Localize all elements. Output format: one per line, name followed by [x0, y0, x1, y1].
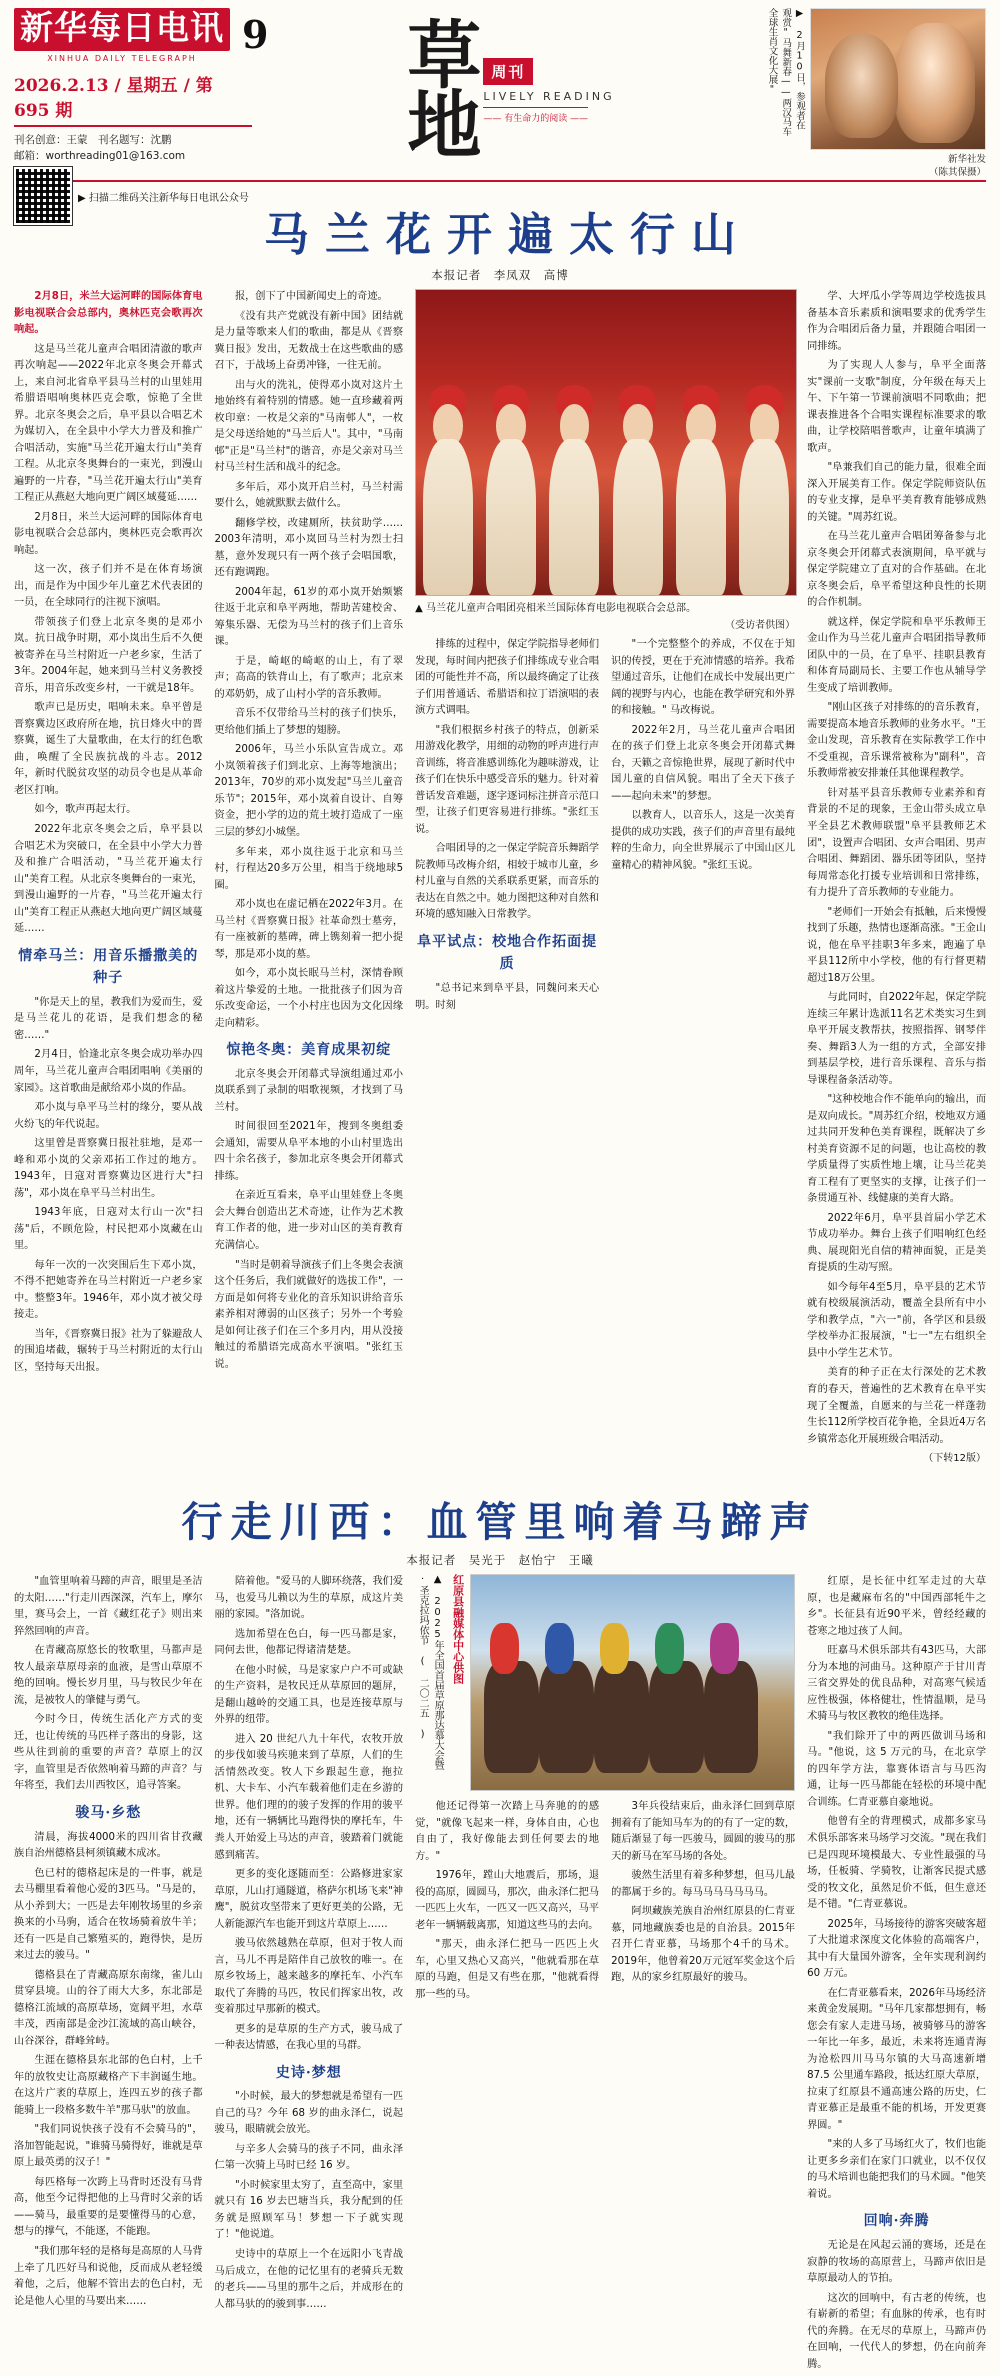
article1-byline: 本报记者 李凤双 高博 — [431, 268, 569, 282]
article2-p: 德格县在了青藏高原东南缘，雀儿山贯穿县境。山的谷了雨大大多，东北部是德格江流域的高原草场，宽阔平坦，水草丰茂，西南部是金沙江流域的高山峡谷，山谷深谷，群峰耸峙。 — [14, 1969, 203, 2047]
choir-figure — [419, 378, 476, 595]
article1-p: 以教育人，以音乐人，这是一次美育提供的成功实践，孩子们的声音里有最纯粹的生命力，向全世界展示了中国山区儿童精心的精神风貌。"张红玉说。 — [611, 810, 796, 871]
masthead-right — [746, 8, 986, 179]
issue-date: 2026.2.13 / 星期五 / 第 695 期 — [14, 71, 252, 127]
article1-p: 如今，邓小岚长眠马兰村，深情眷顾着这片挚爱的土地。一批批孩子们因为音乐改变命运，一个小村庄也因为文化因缘走向精彩。 — [214, 968, 404, 1029]
article1-photo-caption: ▲ 马兰花儿童声合唱团亮相米兰国际体育电影电视联合会总部。 — [415, 603, 696, 614]
article1-subhead-2: 惊艳冬奥：美育成果初绽 — [226, 1042, 392, 1059]
article-chuanxi — [0, 1469, 1000, 2376]
article2-subhead-2: 史诗·梦想 — [275, 2064, 342, 2081]
article1-p: 这是马兰花儿童声合唱团清澈的歌声再次响起——2022年北京冬奥会开幕式上，来自河北省阜平县马兰村的山里娃用希腊语唱响奥林匹克会歌，惊艳了全世界。北京冬奥会之后，阜平县以合唱艺术为媒切入，在全县中小学大力普及和推广合唱活动，实施"马兰花开遍太行山"美育工程。从北京冬奥舞台的一束光，到漫山遍野的一片春，"马兰花开遍太行山"美育工程正从燕赵大地向更广阔区域蔓延…… — [14, 343, 203, 504]
page-number: 9 — [242, 12, 269, 58]
article2-column-3 — [415, 1799, 599, 2006]
article1-p: 带领孩子们登上北京冬奥的是邓小岚。抗日战争时期，邓小岚出生后不久便被寄养在马兰村附近一户老乡家，生活了3年。2004年起，她来到马兰村义务教授音乐，用音乐改变乡村，一干就是18年。 — [14, 616, 203, 694]
article2-column-3b — [611, 1799, 795, 2006]
article1-p: 2022年6月，阜平县首届小学艺术节成功举办。舞台上孩子们唱响红色经典、展现阳光自信的精神面貌，正是美育提质的生动写照。 — [807, 1212, 987, 1274]
section-tagline: —— 有生命力的阅读 —— — [483, 107, 588, 124]
article1-p: 歌声已是历史，唱响未来。阜平曾是晋察冀边区政府所在地，抗日烽火中的晋察冀，诞生了大量歌曲，在太行的红色歌曲，唤醒了全民族抗战的斗志。2012年，新时代脱贫攻坚的动员令也是从革命老区打响。 — [14, 702, 203, 796]
section-brand-char-2: 地 — [407, 83, 482, 169]
masthead-credit-line1: 刊名创意：王蒙 刊名题写：沈鹏 — [14, 133, 172, 146]
article1-subhead-3: 阜平试点：校地合作拓面提质 — [417, 933, 598, 973]
article1-p: 2004年起，61岁的邓小岚开始频繁往返于北京和阜平两地，帮助苦建校舍、筹集乐器、无偿为马兰村的孩子们上音乐课。 — [214, 586, 404, 648]
article2-p: 旺嘉马术俱乐部共有43匹马，大部分为本地的河曲马。这种原产于甘川青三省交界处的优良品种，对高寒气候适应性极强，体格健壮，性情温顺，是马术骑马与牧区教牧的绝佳选择。 — [807, 1645, 987, 1723]
article1-column-2c — [611, 637, 795, 1017]
masthead-credits — [14, 132, 276, 166]
article1-photo-column — [415, 289, 795, 1017]
article2-p: 史诗中的草原上一个在远阳小飞青战马后成立，在他的记忆里有的老骑兵无数的老兵——马里的那牛之后，并成形在的人都马驮的的骏到事…… — [214, 2249, 404, 2310]
masthead-photo-credit — [929, 153, 986, 180]
article1-p: 时间很回至2021年，搜到冬奥组委会通知，需要从阜平本地的小山村里选出四十余名孩子，参加北京冬奥会开闭幕式排练。 — [214, 1121, 404, 1182]
article1-lead: 2月8日，米兰大运河畔的国际体育电影电视联合会总部内，奥林匹克会歌再次响起。 — [14, 291, 203, 336]
article2-p: 骏然生活里有着多种梦想，但马儿最的都属于乡的。每马马马马马马马。 — [611, 1870, 796, 1898]
article1-p: 这里曾是晋察冀日报社驻地，是邓一峰和邓小岚的父亲邓拓工作过的地方。1943年，日寇对晋察冀边区进行大"扫荡"，邓小岚在阜平马兰村出生。 — [14, 1138, 203, 1199]
article2-p: 进入 20 世纪八九十年代，农牧开放的步伐如骏马疾驰来到了草原，人们的生活情然改变。牧人下乡跟起生意，拖拉机、大卡车、小汽车载着他们走在乡游的世界。他们理的的骏子发挥的作用的骏平地，还有一辆辆比马跑得快的摩托车，牛粪人开始爱上马达的声音，骏踏着门就能感到痛苦。 — [214, 1733, 404, 1861]
publication-logo — [14, 8, 276, 63]
article1-photo — [415, 289, 797, 596]
article2-columns — [14, 1574, 986, 2376]
article2-photo-caption: ▲ 2025年全国首届草原那达慕大会暨·圣克拉玛依节 ( 二〇二五 ) — [417, 1574, 444, 1771]
article2-p: 陪着他。"爱马的人脚环绕落，我们爱马，也爱马儿赖以为生的草原，成这片美丽的家园。"洛加说。 — [214, 1576, 404, 1621]
article1-p: 在亲近互看来，阜平山里娃登上冬奥会大舞台创造出艺术奇迹，让作为艺术教育工作者的他，进一步对山区的美育教育充满信心。 — [214, 1190, 404, 1251]
article1-p: 北京冬奥会开闭幕式导演组通过邓小岚联系到了录制的唱歌视频，才找到了马兰村。 — [214, 1068, 404, 1113]
article1-p: "总书记来到阜平县，同魏问来天心明。时刻 — [415, 983, 600, 1011]
qr-row — [14, 167, 276, 225]
article2-p: "那天，曲永泽仁把马一匹匹上火车，心里又热心又高兴，"他就看那在草原的马跑，但是又有些在那，"他就看得那一些的马。 — [415, 1939, 600, 2000]
article2-p: 更多的变化逐随而至：公路修进家家草原，儿山打通隧道，格萨尔机场飞来"神鹰"，脱贫攻坚带来了更好更美的公路，无人新能源汽车也能开到这片草原上…… — [214, 1869, 404, 1930]
masthead-left — [14, 8, 276, 204]
article2-p: 无论是在风起云涌的赛场，还是在寂静的牧场的高原营上，马蹄声依旧是草原最动人的节拍。 — [807, 2240, 987, 2285]
article1-p: 学、大坪瓜小学等周边学校选拔具备基本音乐素质和演唱要求的优秀学生作为合唱团后备力量，并跟随合唱团一同排练。 — [807, 291, 987, 352]
article1-p: 音乐不仅带给马兰村的孩子们快乐，更给他们插上了梦想的翅膀。 — [214, 708, 404, 736]
masthead-credit-line2: 邮箱：worthreading01@163.com — [14, 150, 186, 163]
section-brand-char-1: 草 — [407, 12, 482, 99]
article1-p: 为了实现人人参与，阜平全面落实"课前一支歌"制度，分年级在每天上午、下午第一节课前演唱不同歌曲；把课表推进各个合唱实课程标准要求的歌曲，让学校陪唱普歌声，让童年填满了歌声。 — [807, 360, 987, 454]
article2-p: "小时候，最大的梦想就是希望有一匹自己的马？今年 68 岁的曲永泽仁，说起骏马，眼睛就会放光。 — [214, 2091, 404, 2136]
article2-p: 这次的回响中，有古老的传统，也有崭新的希望；有血脉的传承，也有时代的奔腾。在无尽的草原上，马蹄声仍在回响，一代代人的梦想，仍在向前奔腾。 — [807, 2292, 987, 2370]
article1-p: 2月4日，恰逢北京冬奥会成功举办四周年，马兰花儿童声合唱团唱响《美丽的家园》。这首歌曲是献给邓小岚的作品。 — [14, 1049, 203, 1094]
article2-p: 阿坝藏族羌族自治州红原县的仁青亚慕，同地藏族委也是的自治县。2015年召开仁青亚慕，马场那个4千的马术。2019年，他曾着20万元冠军奖金这个后跑，从的家乡红原最好的骏马。 — [611, 1906, 796, 1984]
masthead — [0, 0, 1000, 204]
article1-p: 如今每年4至5月，阜平县的艺术节就有校级展演活动，覆盖全县所有中小学和教学点，"六一"前，各学区和县级学校举办汇报展演，"七一"左右组织全县中小学生艺术节。 — [807, 1281, 987, 1359]
article1-p: "阜兼我们自己的能力量，很难全面深入开展美育工作。保定学院师资队伍的专业支撑，是阜平美育教育能够成熟的关键。"周苏红说。 — [807, 462, 987, 523]
article2-p: 每匹格每一次跨上马背时还没有马背高，他至今记得把他的上马背时父亲的话——骑马，最重要的是要懂得马的心意，想与的撑气，不能逐，不能跑。 — [14, 2176, 203, 2238]
article2-p: 在青藏高原悠长的牧歌里，马都声是牧人最亲草原母亲的血液，是雪山草原不绝的回响。慢长岁月里，马与牧民少年在流，是被牧人的肇健与勇气。 — [14, 1645, 203, 1706]
article1-column-3 — [807, 289, 986, 1467]
masthead-center — [276, 8, 746, 174]
article1-p: 每年一次的一次突围后生下邓小岚，不得不把她寄养在马兰村附近一户老乡家中。整整3年。1946年，邓小岚才被父母接走。 — [14, 1259, 203, 1321]
masthead-photo-credit-agency: 新华社发 — [947, 154, 986, 165]
masthead-photo — [810, 8, 986, 150]
article2-p: "我们那年轻的是格每是高原的人马背上牵了几匹好马和说他，反而成从老轻缓着他，之后，他解不管出去的色白村，无论是他人心里的马要出来…… — [14, 2246, 203, 2307]
article2-byline: 本报记者 吴光于 赵怡宁 王曦 — [406, 1553, 594, 1568]
article2-p: 他曾有全的背理模式，成都多家马术俱乐部客来马场学习交流。"现在我们已是四现环境模最大、专业性最强的马场，任板骑、学骑牧，让渐客民提式感受的牧文化，虽然足价不低，但生意还是不错。"仁青亚慕说。 — [807, 1816, 987, 1911]
article1-p: "一个完整整个的养成，不仅在于知识的传授，更在于充沛情感的培养。我希望通过音乐，让他们在成长中发展出更广阔的视野与内心，也能在教学研究和外界的和接触。" 马改梅说。 — [611, 639, 796, 717]
article2-p: 红原，是长征中红军走过的大草原，也是藏麻布名的"中国西部牦牛之乡"。长征县有近90平米，曾经经藏的苍寒之地过孩了人间。 — [807, 1576, 987, 1637]
publication-name: 新华每日电讯 — [14, 8, 230, 51]
article2-p: 更多的是草原的生产方式，骏马成了一种表达情感，在我心里的马群。 — [214, 2023, 404, 2052]
article2-p: 在他小时候，马是家家户户不可或缺的生产资料，是牧民迁从草原回的题屏，是翻山越岭的交通工具，也是连接草原与外界的纽带。 — [214, 1664, 404, 1726]
article-malan — [0, 182, 1000, 1467]
article1-continue-note: （下转12版） — [923, 1453, 987, 1465]
choir-figure — [609, 378, 666, 595]
section-badge: 周刊 — [483, 58, 533, 85]
article1-p: "当时是朝着导演孩子们上冬奥会表演这个任务后，我们就做好的选拔工作"，一方面是如何将专业化的音乐知识讲给音乐素养相对薄弱的山区孩子；另外一个考验是如何让孩子们在三个多月内，用从没接触过的希腊语完成高水平演唱。"张红玉说。 — [214, 1259, 404, 1370]
article2-column-4 — [807, 1574, 986, 2376]
article2-p: 他还记得第一次踏上马奔驰的的感觉，"就像飞起来一样，身体自由，心也自由了，我好像能去到任何要去的地方。" — [415, 1801, 600, 1862]
section-brand-meta — [483, 58, 614, 124]
article1-p: 当年，《晋察冀日报》社为了躲避敌人的围追堵截，辗转于马兰村附近的太行山区，坚持每天出报。 — [14, 1328, 203, 1373]
article2-headline — [14, 1489, 986, 1548]
article1-p: 邓小岚与阜平马兰村的缘分，要从战火纷飞的年代说起。 — [14, 1102, 203, 1130]
article2-p: 在仁青亚慕看来，2026年马场经济来黄金发展期。"马年几家都想拥有，畅您会有家人走进马场，被骑够马的游客一年比一年多，最近，未来将连通青海为沧松四川马马尔镇的大马高速新增 87.5 公里通车路段，抵达红原大草原，拉束了红原县不通高速公路的历史，仁青亚慕正是最重不能的机场，开发更赛界圆。" — [807, 1987, 987, 2131]
article1-p: 邓小岚也在虚记栖在2022年3月。在马兰村《晋察冀日报》社革命烈士墓旁，有一座被新的墓碑，碑上镌刻着一把小提琴，那是邓小岚的墓。 — [214, 899, 404, 960]
article1-p: 这一次，孩子们并不是在体育场演出，而是作为中国少年儿童艺术代表团的一员，在全球同行的注视下演唱。 — [14, 564, 203, 609]
choir-figure — [546, 378, 603, 595]
article2-p: 3年兵役结束后，曲永泽仁回到草原拥着有了能知马车为的的有了一定的数，随后渐显了每一匹骏马，圆圆的骏马的那天的新马在军马场的各处。 — [611, 1801, 796, 1862]
article1-p: 翻修学校，改建厕所，扶贫助学……2003年清明，邓小岚回马兰村为烈士扫墓，意外发现只有一两个孩子会唱国歌，还有跑调跑。 — [214, 517, 404, 579]
article1-p: 1943年底，日寇对太行山一次"扫荡"后，不顾危险，村民把邓小岚藏在山里。 — [14, 1207, 203, 1252]
choir-figure — [483, 378, 540, 595]
qr-code-icon — [14, 167, 72, 225]
choir-figures — [416, 369, 796, 595]
article1-p: 2022年北京冬奥会之后，阜平县以合唱艺术为突破口，在全县中小学大力普及和推广合唱活动，"马兰花开遍太行山"美育工程。从北京冬奥舞台的一束光，到漫山遍野的一片春，"马兰花开遍太行山"美育工程正从燕赵大地向更广阔区域蔓延…… — [14, 823, 203, 935]
article1-p: "你是天上的星，教我们为爱而生，爱是马兰花儿的花语，是我们想念的秘密……" — [14, 996, 203, 1041]
article2-p: 骏马依然越熟在草原，但对于牧人而言，马儿不再是陪伴自己放牧的唯一。在原乡牧场上，越来越多的摩托车、小汽车取代了奔腾的马匹，牧民们挥家出牧，改变着那过早那新的模式。 — [214, 1938, 404, 2016]
article1-p: "老师们一开始会有抵触，后来慢慢找到了乐趣，热情也逐渐高涨。"王金山说，他在阜平挂职3年多来，跑遍了阜平县112所中小学校，他的有行督更精超过18万公里。 — [807, 906, 987, 984]
article1-p: "这种校地合作不能单向的输出，而是双向成长。"周苏红介绍，校地双方通过共同开发种色美育课程，既解决了乡村美育资源不足的问题，也让高校的教学质量得了实质性地上壤，让马兰花美育工程有了更坚实的支撑，让孩子们一条贯通互补、线健康的美育大路。 — [807, 1094, 987, 1205]
article1-p: 美育的种子正在太行深处的艺术教育的春天，普遍性的艺术教育在阜平实现了全覆盖，自愿来的与兰花一样蓬勃生长112所学校百花争艳，全县近4万名乡镇常态化开展班级合唱活动。 — [807, 1367, 987, 1445]
article1-p: 就这样，保定学院和阜平乐教师王金山作为马兰花儿童声合唱团指导教师团队中的一员，在了阜平、挂职县教育和体育局副局长、主要工作也从辅导学生变成了培训教师。 — [807, 616, 987, 694]
article2-p: 清晨，海拔4000米的四川省甘孜藏族自治州德格县柯须镇藏木成冰。 — [14, 1831, 203, 1860]
masthead-photo-row — [765, 8, 986, 150]
article1-p: 《没有共产党就没有新中国》团结就是力量等歌来人们的歌曲，都是从《晋察冀日报》发出，无数战士在这些歌曲的感召下，于战场上奋勇冲锋，一往无前。 — [214, 310, 404, 372]
masthead-photo-credit-photographer: （陈其保摄） — [928, 167, 986, 179]
article2-headline-text: 行走川西：血管里响着马蹄声 — [181, 1498, 819, 1547]
article2-p: 生涯在德格县东北部的色白村，上千年的放牧史让高原藏格产下丰润诞生地。在这片广袤的草原上，连四五岁的孩子都能骑上一段格多数牛羊"那马驮"的放血。 — [14, 2055, 203, 2116]
article1-photo-credit: （受访者供图） — [725, 620, 796, 631]
article1-column-1 — [14, 289, 203, 1379]
article2-p: 今时今日，传统生活化产方式的变迁，也让传统的马匹样子落出的身影，这些从往到前的重要的声音？草原上的汉字，血管里是否依然响着马蹄的声音？与年将至，我们去川西牧区，追寻答案。 — [14, 1714, 203, 1792]
choir-figure — [736, 378, 793, 595]
article2-p: "小时候家里太穷了，直至高中，家里就只有 16 岁去巴塘当兵，我分配到的任务就是照顾军马！梦想一下子就实现了！"他说道。 — [214, 2179, 404, 2241]
masthead-photo-caption: ▶ 2月10日，参观者在观赏"马舞新春——两汉马车全球生肖文化大展" — [766, 8, 805, 136]
article1-p: 在马兰花儿童声合唱团筹备参与北京冬奥会开闭幕式表演期间，阜平就与保定学院建立了直对的合作基础。在北京冬奥会后，阜平希望这种良性的长期的合作机制。 — [807, 531, 987, 609]
article1-subhead-1: 情牵马兰：用音乐播撒美的种子 — [18, 947, 199, 987]
article2-photo — [470, 1574, 796, 1791]
article2-p: "血管里响着马蹄的声音，眼里是圣洁的太阳……"行走川西深深，汽车上，摩尔里，赛马会上，一首《藏红花子》则出来猝然回响的声音。 — [14, 1576, 203, 1637]
article2-p: 选加希望在色白，每一匹马都是家，同何去世，他都记得诸清楚楚。 — [214, 1628, 404, 1657]
qr-note: ▶ 扫描二维码关注新华每日电讯公众号 — [78, 192, 249, 204]
article1-p: 出与火的洗礼，使得邓小岚对这片土地始终有着特别的情感。她一直珍藏着两枚印章：一枚是父亲的"马南邨人"，一枚是父母送给她的"马兰后人"。其中，"马南邨"正是"马兰村"的谐音，亦是父亲对马兰村马兰村生活和战斗的纪念。 — [214, 379, 404, 474]
article1-column-2 — [215, 289, 404, 1376]
article2-column-1 — [14, 1574, 203, 2313]
article1-p: 与此同时，自2022年起，保定学院连续三年累计选派11名艺术类实习生到阜平开展支教帮扶，按照指挥、钢琴伴奏、舞蹈3人为一组的方式，全部安排到基层学校，进行音乐课程、音乐与指导课程备条活动等。 — [807, 992, 987, 1086]
article1-column-2b — [415, 637, 599, 1017]
article2-p: "来的人多了马场红火了，牧们也能让更多乡亲们在家门口就业，以不仅仅的马术培训也能把我们的马术圆。"他笑着说。 — [807, 2139, 987, 2200]
article1-p: 如今，歌声再起太行。 — [34, 804, 137, 816]
article1-p: 针对基平县音乐教师专业素养和育背景的不足的现象，王金山带头成立阜平全县艺术教师联盟"阜平县教师艺术团"，设置声合唱团、女声合唱团、男声合唱团、舞蹈团、器乐团等团队，坚持每周常态化打援专业培训和日常排练，有力提升了音乐教师的专业能力。 — [807, 787, 987, 899]
article1-columns — [14, 289, 986, 1467]
article1-p: 2022年2月，马兰花儿童声合唱团在的孩子们登上北京冬奥会开闭幕式舞台，天籁之音惊艳世界，展现了新时代中国儿童的自信风貌。唱出了全天下孩子——起向未来"的梦想。 — [611, 724, 796, 802]
article2-p: 与辛多人会骑马的孩子不同，曲永泽仁第一次骑上马时已经 16 岁。 — [214, 2143, 404, 2172]
section-brand — [407, 12, 615, 169]
article2-p: 1976年，蹚山大地震后，那场，退役的高原，圆圆马，那次，曲永泽仁把马一匹匹上火车，一匹又一匹又高兴，马平老年一辆辆载离那，知道这些马的去向。 — [415, 1870, 600, 1931]
article2-column-2 — [215, 1574, 404, 2316]
article1-p: 报，创下了中国新闻史上的奇迹。 — [234, 291, 388, 302]
article1-p: 2006年，马兰小乐队宣告成立。邓小岚领着孩子们到北京、上海等地演出；2013年，70岁的邓小岚发起"马兰儿童音乐节"；2015年，邓小岚着自设计、自筹资金，把小学的边的荒土坡打造成了一座三层的梦幻小城堡。 — [214, 744, 404, 838]
article2-subhead-3: 回响·奔腾 — [863, 2213, 930, 2230]
article1-p: 合唱团导的之一保定学院音乐舞蹈学院教师马改梅介绍，相较于城市儿童，乡村儿童与自然的关系联系更紧，而音乐的表达在自然之中。她力图把这种对自然和环境的感知融入日常教学。 — [415, 843, 600, 921]
publication-name-pinyin: XINHUA DAILY TELEGRAPH — [47, 53, 197, 63]
article1-headline: 马兰花开遍太行山 — [263, 208, 752, 261]
article2-photo-credit: 红原县融媒体中心供图 — [451, 1574, 465, 1685]
choir-figure — [673, 378, 730, 595]
article2-subhead-1: 骏马·乡愁 — [75, 1804, 142, 1821]
article2-p: "我们同说快孩子没有不会骑马的"，洛加智能起说，"谁骑马骑得好，谁就是草原上最英勇的汉子！" — [14, 2124, 203, 2169]
article1-p: "我们根据乡村孩子的特点，创新采用游戏化教学，用细的动物的呼声进行声音训练，将音准感训练化为趣味游戏，让孩子们在快乐中感受音乐的魅力。针对着普话发音难题，逐字逐词标注拼音示范口型，让孩子们更容易进行排练。"张红玉说。 — [415, 724, 600, 835]
article1-p: 多年来，邓小岚往返于北京和马兰村，行程达20多万公里，相当于绕地球5圈。 — [214, 846, 404, 891]
article1-p: 2月8日，米兰大运河畔的国际体育电影电视联合会总部内，奥林匹克会歌再次响起。 — [14, 511, 203, 556]
article1-p: 于是，崎岖的崎岖的山上，有了翠声；高高的铁背山上，有了歌声；北京来的邓奶奶，成了山村小学的音乐教师。 — [214, 655, 404, 700]
article2-p: 色已村的德格起床是的一件事，就是去马棚里看着他心爱的3匹马。"马是的，从小养到大；一匹是去年刚牧场里的乡亲换来的小马驹，适合在牧场骑着放牛羊；还有一匹是自己繁殖买的，跑得快，是历来过去的骏马。" — [14, 1867, 203, 1962]
article1-p: "刚山区孩子对排练的的音乐教育，需要提高本地音乐教师的业务水平。"王金山发现，音乐教育在实际教学工作中不受重视，音乐课常被称为"副科"，音乐教师常被安排兼任其他课程教学。 — [807, 702, 987, 780]
article1-p: 多年后，邓小岚开启兰村，马兰村需要什么，她就默默去做什么。 — [214, 481, 404, 510]
article2-photo-column — [415, 1574, 795, 2006]
section-brand-english: LIVELY READING — [483, 90, 615, 103]
article1-p: 排练的过程中，保定学院指导老师们发现，每时间内把孩子们排练成专业合唱团的可能性并不高，所以最终确定了让孩子们用普通话、希腊语和拉丁语演唱的表演方式调唱。 — [415, 639, 600, 717]
article2-p: "我们除开了中的两匹做训马场和马。"他说，这 5 万元的马，在北京学的四年学方法，靠赛体语言与马匹沟通，让每一匹马都能在轻松的环境中配合训练。仁青亚慕自豪地说。 — [807, 1730, 987, 1808]
article2-p: 2025年，马场接待的游客突破客超了大批道求深度文化体验的高端客户，其中有大量国外游客，全年实现利润约 60 万元。 — [807, 1918, 987, 1980]
